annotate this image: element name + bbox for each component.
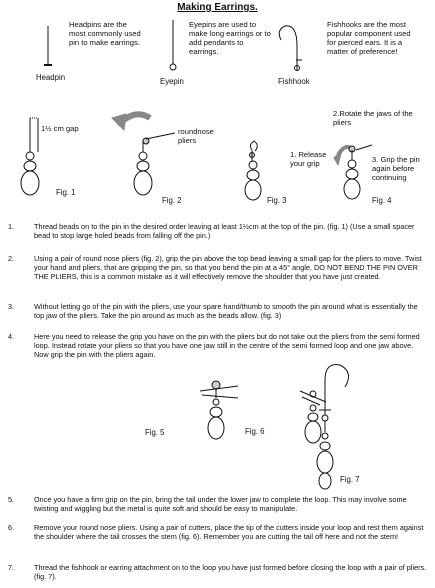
fig4-drawing — [334, 145, 372, 199]
step-text: Using a pair of round nose pliers (fig. 2), grip the pin above the top bead leaving a small gap for the pliers to move. Twist your hand and pliers, that are gripping the pin, so that you bend the pin at a 45° angle. DO NOT BEND THE PIN OVER THE PLIERS, this is a common mistake as it will effectively remove the shoulder that you have just created. — [34, 254, 422, 281]
fig2-caption: Fig. 2 — [162, 196, 182, 205]
step-text: Remove your round nose pliers. Using a pair of cutters, place the tip of the cutters inside your loop and rest them against the shoulder where the tail crosses the stem (fig. 6). Remember you are cutting the tail off here and not the stem! — [34, 523, 424, 541]
page-title: Making Earrings. — [177, 2, 258, 13]
fig1-caption: Fig. 1 — [56, 188, 76, 197]
step-2 — [8, 254, 428, 294]
step-number: 5. — [8, 495, 15, 504]
step-number: 2. — [8, 254, 15, 263]
fig7-caption: Fig. 7 — [340, 475, 360, 484]
headpin-description: Headpins are the most commonly used pin to make earrings. — [69, 20, 141, 47]
fig4-caption: Fig. 4 — [372, 196, 392, 205]
fig5-caption: Fig. 5 — [145, 428, 165, 437]
fishhook-label: Fishhook — [278, 77, 310, 86]
eyepin-description: Eyepins are used to make long earrings or to add pendants to earrings. — [189, 20, 271, 56]
step-text: Without letting go of the pin with the pliers, use your spare hand/thumb to smooth the pin around what is essentially the top jaw of the pliers. Take the pin around as much as the beads allow. (fig. 3) — [34, 302, 418, 320]
step-number: 1. — [8, 222, 15, 231]
rotate-label: 2.Rotate the jaws of the pliers — [333, 109, 413, 127]
step-number: 3. — [8, 302, 15, 311]
step-text: Thread the fishhook or earring attachment on to the loop you have just formed before closing the loop with a pair of pliers. (fig. 7). — [34, 563, 427, 581]
step-number: 7. — [8, 563, 15, 572]
headpin-icon — [44, 26, 52, 65]
gap-label: 1½ cm gap — [41, 124, 79, 133]
fig3-drawing — [245, 141, 261, 200]
grip-label: 3. Grip the pin again before continuing — [372, 155, 420, 182]
eyepin-icon — [170, 20, 176, 70]
step-7 — [8, 563, 428, 583]
release-label: 1. Release your grip — [290, 150, 327, 168]
fig6-caption: Fig. 6 — [245, 427, 265, 436]
fig2-drawing — [112, 114, 175, 195]
step-6 — [8, 523, 428, 553]
step-5 — [8, 495, 428, 515]
step-number: 6. — [8, 523, 15, 532]
fig3-caption: Fig. 3 — [267, 196, 287, 205]
step-1 — [8, 222, 428, 242]
step-number: 4. — [8, 332, 15, 341]
fishhook-icon — [279, 26, 302, 71]
step-3 — [8, 302, 428, 322]
step-text: Here you need to release the grip you have on the pin with the pliers but do not take out the pliers from the semi formed loop. Instead rotate your pliers so that you have one jaw still in the centre of the semi formed loop and one jaw above. Now grip the pin with the pliers again. — [34, 332, 420, 359]
fig1-drawing — [21, 118, 39, 195]
headpin-label: Headpin — [36, 73, 66, 82]
step-text: Thread beads on to the pin in the desired order leaving at least 1½cm at the top of the pin. (fig. 1) (Use a small spacer bead to stop large holed beads from falling off the pin.) — [34, 222, 415, 240]
fig7-drawing — [317, 365, 349, 489]
step-4 — [8, 332, 428, 362]
fishhook-description: Fishhooks are the most popular component used for pierced ears. It is a matter of preference! — [327, 20, 411, 56]
fig5-drawing — [200, 381, 238, 439]
eyepin-label: Eyepin — [160, 77, 184, 86]
step-text: Once you have a firm grip on the pin, bring the tail under the lower jaw to complete the loop. This may involve some twisting and wiggling but the metal is quite soft and should be easy to manipulate. — [34, 495, 407, 513]
roundnose-label: roundnose pliers — [178, 127, 214, 145]
